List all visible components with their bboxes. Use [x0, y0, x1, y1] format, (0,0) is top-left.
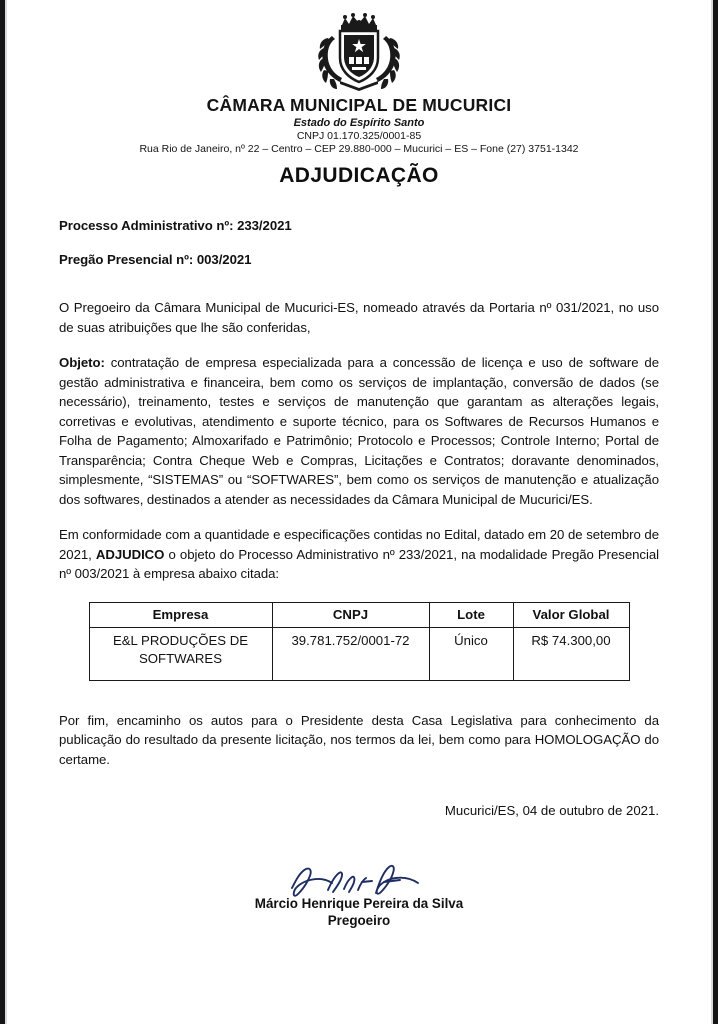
award-table — [89, 602, 630, 681]
table-row — [89, 627, 629, 680]
paragraph-conformity — [59, 525, 659, 584]
page-edge-right-shadow — [711, 0, 713, 1024]
cell-cnpj: 39.781.752/0001-72 — [272, 627, 429, 680]
award-table-body — [89, 627, 629, 680]
column-header-empresa: Empresa — [89, 602, 272, 627]
objeto-text: contratação de empresa especializada para a concessão de licença e uso de software de gestão administrativa e financeira, bem como os serviços de implantação, conversão de dados (se necessário), treinamento, testes e serviços de manutenção que garantam as alterações legais, corretivas e evolutivas, atendimento e suporte técnico, para os Softwares de Recursos Humanos e Folha de Pagamento; Almoxarifado e Patrimônio; Protocolo e Processos; Controle Interno; Portal de Transparência; Contra Cheque Web e Compras, Licitações e Contratos; doravante denominados, simplesmente, “SISTEMAS” ou “SOFTWARES”, bem como os serviços de manutenção e atualização dos softwares, destinados a atender as necessidades da Câmara Municipal de Mucurici/ES. — [59, 355, 659, 507]
conformity-text-part2: o objeto do Processo Administrativo nº 233/2021, na modalidade Pregão Presencial nº 003/2021 à empresa abaixo citada: — [59, 546, 660, 582]
reference-pregao: Pregão Presencial nº: 003/2021 — [59, 252, 252, 267]
organization-state: Estado do Espírito Santo — [293, 117, 425, 129]
document-title: ADJUDICAÇÃO — [279, 164, 439, 187]
cell-lote: Único — [429, 627, 513, 680]
paragraph-objeto — [59, 353, 659, 509]
organization-name: CÂMARA MUNICIPAL DE MUCURICI — [206, 95, 512, 115]
conformity-text-part1: Em conformidade com a quantidade e especificações contidas no Edital, datado em 20 de setembro de 2021, — [59, 527, 659, 562]
paragraph-intro: O Pregoeiro da Câmara Municipal de Mucurici-ES, nomeado através da Portaria nº 031/2021, no uso de suas atribuições que lhe são conferidas, — [59, 300, 659, 335]
signature-block — [59, 860, 659, 928]
column-header-cnpj: CNPJ — [272, 602, 429, 627]
document-body — [7, 218, 711, 584]
signatory-role: Pregoeiro — [327, 913, 391, 929]
table-header-row — [89, 602, 629, 627]
closing-area — [7, 711, 711, 929]
coat-of-arms-icon — [316, 12, 402, 92]
award-table-head — [89, 602, 629, 627]
document-sheet — [7, 0, 711, 1024]
column-header-lote: Lote — [429, 602, 513, 627]
organization-address: Rua Rio de Janeiro, nº 22 – Centro – CEP 29.880-000 – Mucurici – ES – Fone (27) 3751-1342 — [139, 143, 579, 155]
letterhead — [7, 0, 711, 188]
paragraph-closing: Por fim, encaminho os autos para o Presidente desta Casa Legislativa para conhecimento da publicação do resultado da presente licitação, nos termos da lei, bem como para HOMOLOGAÇÃO do certame. — [59, 712, 659, 767]
page-edge-right — [713, 0, 718, 1024]
reference-processo: Processo Administrativo nº: 233/2021 — [59, 218, 292, 233]
objeto-label: Objeto: — [59, 355, 105, 371]
cell-empresa: E&L PRODUÇÕES DE SOFTWARES — [89, 627, 272, 680]
adjudico-keyword: ADJUDICO — [95, 546, 165, 562]
organization-cnpj: CNPJ 01.170.325/0001-85 — [296, 130, 422, 142]
award-table-wrapper — [7, 602, 711, 681]
body-spacer — [59, 286, 659, 298]
cell-valor-global: R$ 74.300,00 — [513, 627, 629, 680]
column-header-valor-global: Valor Global — [513, 602, 629, 627]
signatory-name: Márcio Henrique Pereira da Silva — [254, 896, 464, 912]
place-and-date: Mucurici/ES, 04 de outubro de 2021. — [444, 803, 659, 819]
